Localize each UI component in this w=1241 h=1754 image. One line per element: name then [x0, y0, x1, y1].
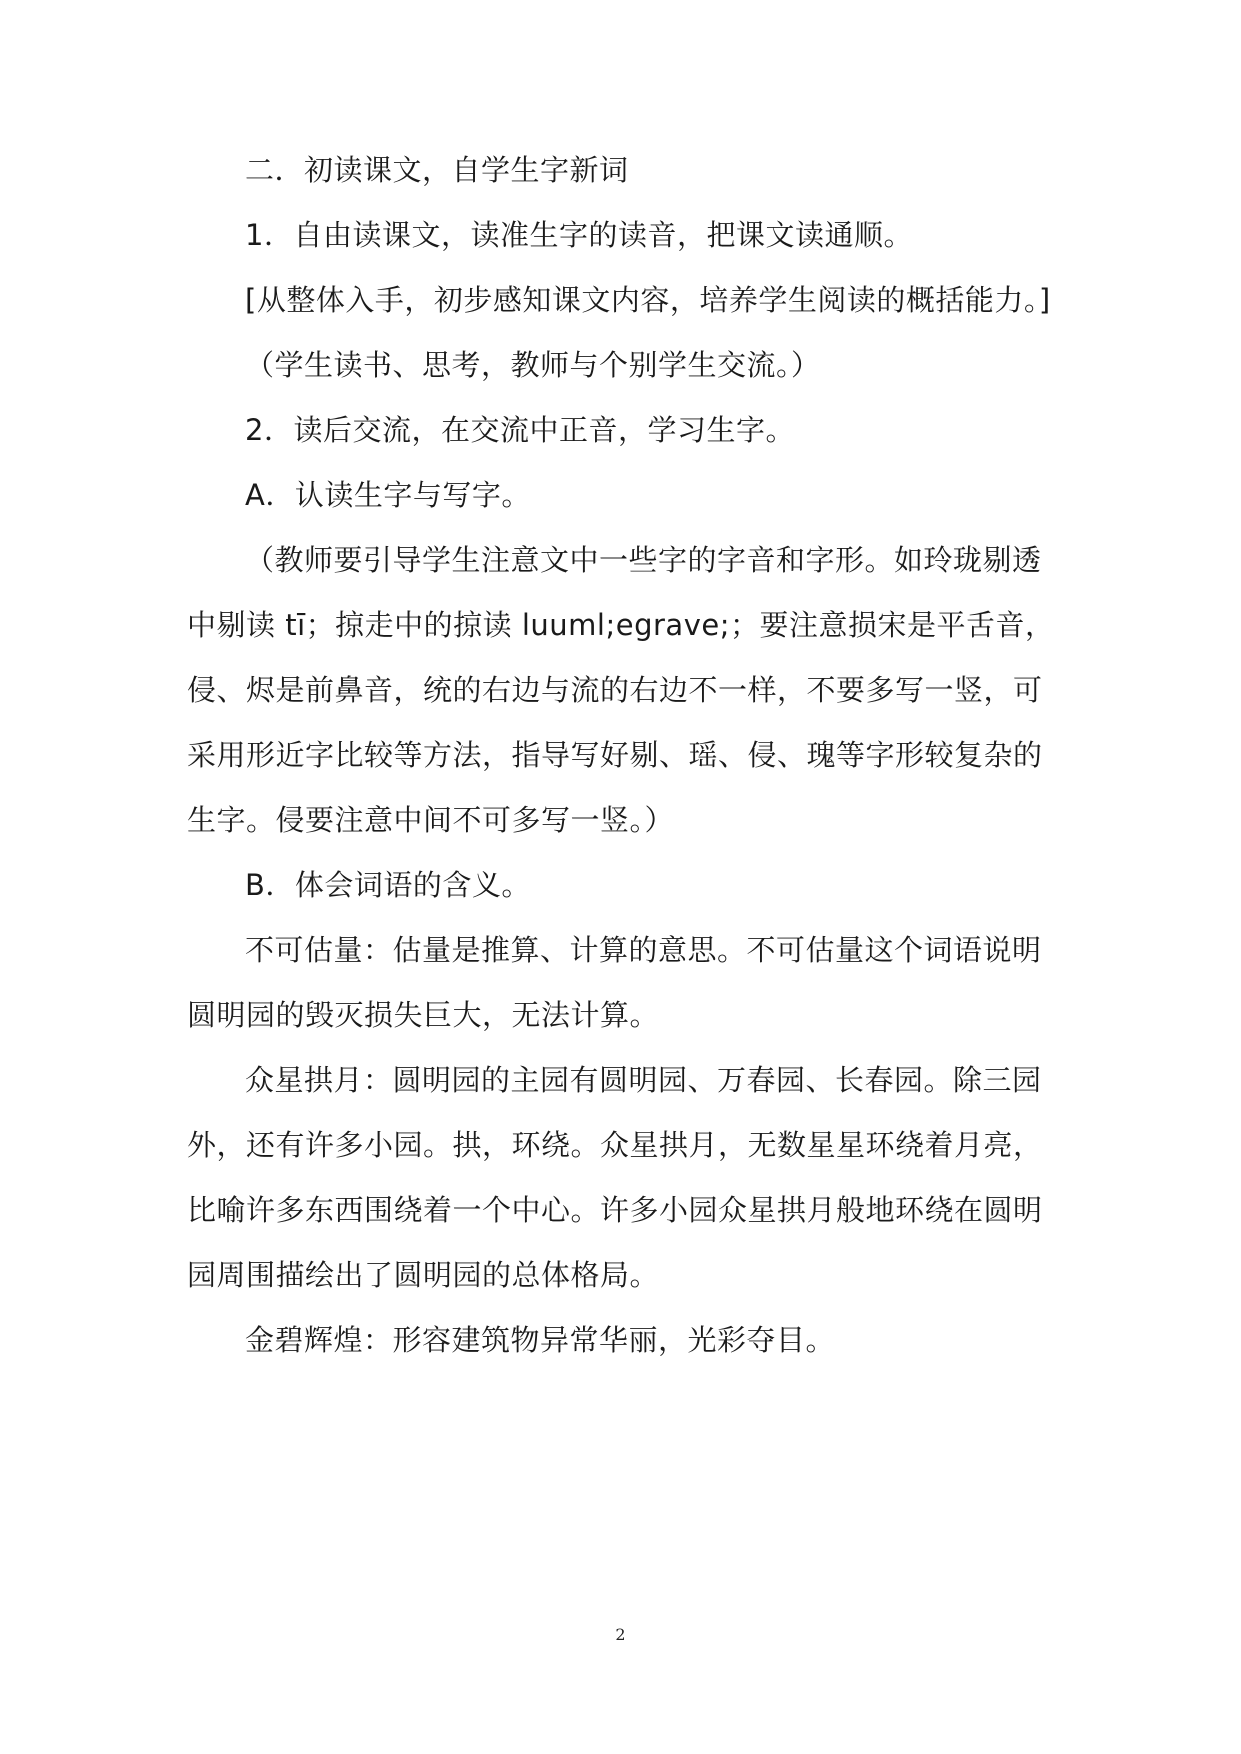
page-number: 2 [615, 1625, 626, 1644]
paragraph: 不可估量：估量是推算、计算的意思。不可估量这个词语说明圆明园的毁灭损失巨大，无法计算。 [187, 933, 1042, 1032]
paragraph: 1．自由读课文，读准生字的读音，把课文读通顺。 [245, 218, 913, 252]
paragraph: B．体会词语的含义。 [245, 868, 531, 902]
paragraph: （学生读书、思考，教师与个别学生交流。） [245, 348, 821, 382]
section-heading: 二．初读课文，自学生字新词 [245, 153, 629, 187]
paragraph: 金碧辉煌：形容建筑物异常华丽，光彩夺目。 [245, 1323, 836, 1357]
paragraph: 2．读后交流，在交流中正音，学习生字。 [245, 413, 795, 447]
paragraph: （教师要引导学生注意文中一些字的字音和字形。如玲珑剔透中剔读 tī；掠走中的掠读 luuml;egrave;；要注意损宋是平舌音，侵、烬是前鼻音，统的右边与流的右边不一样，不要多写一竖，可采用形近字比较等方法，指导写好剔、瑶、侵、瑰等字形较复杂的生字。侵要注意中间不可多写一竖。） [187, 543, 1055, 837]
paragraph: A．认读生字与写字。 [245, 478, 531, 512]
paragraph: 众星拱月：圆明园的主园有圆明园、万春园、长春园。除三园外，还有许多小园。拱，环绕。众星拱月，无数星星环绕着月亮，比喻许多东西围绕着一个中心。许多小园众星拱月般地环绕在圆明园周围描绘出了圆明园的总体格局。 [187, 1063, 1043, 1292]
document-body [187, 138, 1057, 1373]
paragraph: [从整体入手，初步感知课文内容，培养学生阅读的概括能力。] [245, 283, 1051, 317]
